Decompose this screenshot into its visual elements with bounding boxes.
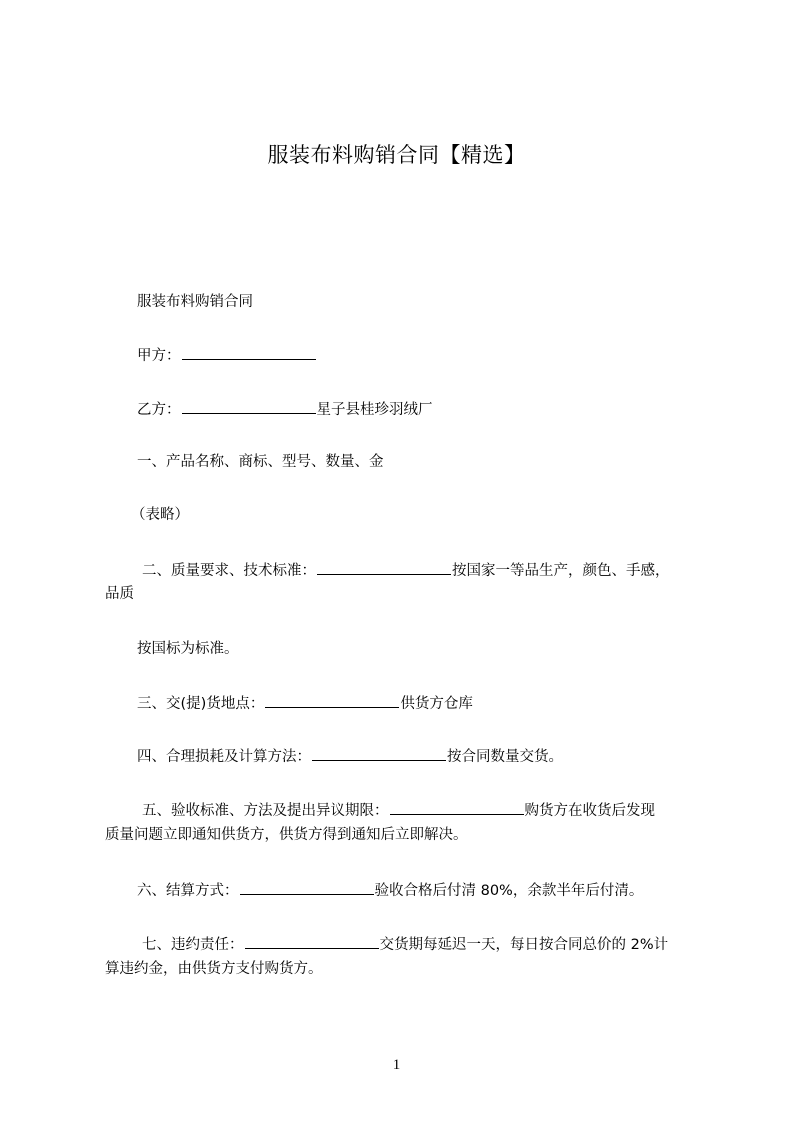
clause-3-line [137,692,473,714]
clause-3-label: 三、交(提)货地点： [137,696,265,712]
clause-7-continuation: 算违约金，由供货方支付购货方。 [105,961,323,977]
clause-4-label: 四、合理损耗及计算方法： [137,749,311,765]
clause-6-value: 验收合格后付清 80%，余款半年后付清。 [374,883,644,899]
clause-2-continuation: 品质 [105,586,134,602]
party-b-line [137,398,433,420]
clause-2-value: 按国家一等品生产，颜色、手感， [452,563,670,579]
page-number: 1 [392,1057,401,1073]
party-b-label: 乙方： [137,402,181,418]
clause-2-standard-line: 按国标为标准。 [137,641,239,657]
contract-name-line: 服装布料购销合同 [137,294,253,310]
clause-1-line: 一、产品名称、商标、型号、数量、金 [137,454,384,470]
clause-5-value: 购货方在收货后发现 [524,803,655,819]
clause-4-value: 按合同数量交货。 [447,749,563,765]
clause-2-blank [317,559,451,575]
clause-7-label: 七、违约责任： [142,937,244,953]
clause-5-blank [390,799,524,815]
document-title: 服装布料购销合同【精选】 [267,143,526,167]
clause-3-blank [265,692,399,708]
clause-7-line [142,933,668,955]
clause-5-label: 五、验收标准、方法及提出异议期限： [142,803,389,819]
party-b-value: 星子县桂珍羽绒厂 [316,402,433,418]
clause-7-value: 交货期每延迟一天，每日按合同总价的 2%计 [379,937,669,953]
clause-5-line [142,799,655,821]
clause-3-value: 供货方仓库 [400,696,473,712]
table-omitted-line: （表略） [131,507,189,523]
party-b-blank [182,398,316,414]
clause-2-line [142,559,670,581]
clause-6-label: 六、结算方式： [137,883,239,899]
party-a-label: 甲方： [137,348,181,364]
clause-4-line [137,745,563,767]
clause-5-continuation: 质量问题立即通知供货方，供货方得到通知后立即解决。 [105,827,468,843]
clause-4-blank [312,745,446,761]
party-a-line [137,344,317,366]
clause-6-blank [240,879,374,895]
clause-2-label: 二、质量要求、技术标准： [142,563,316,579]
clause-7-blank [245,933,379,949]
clause-6-line [137,879,643,901]
party-a-blank [182,344,316,360]
